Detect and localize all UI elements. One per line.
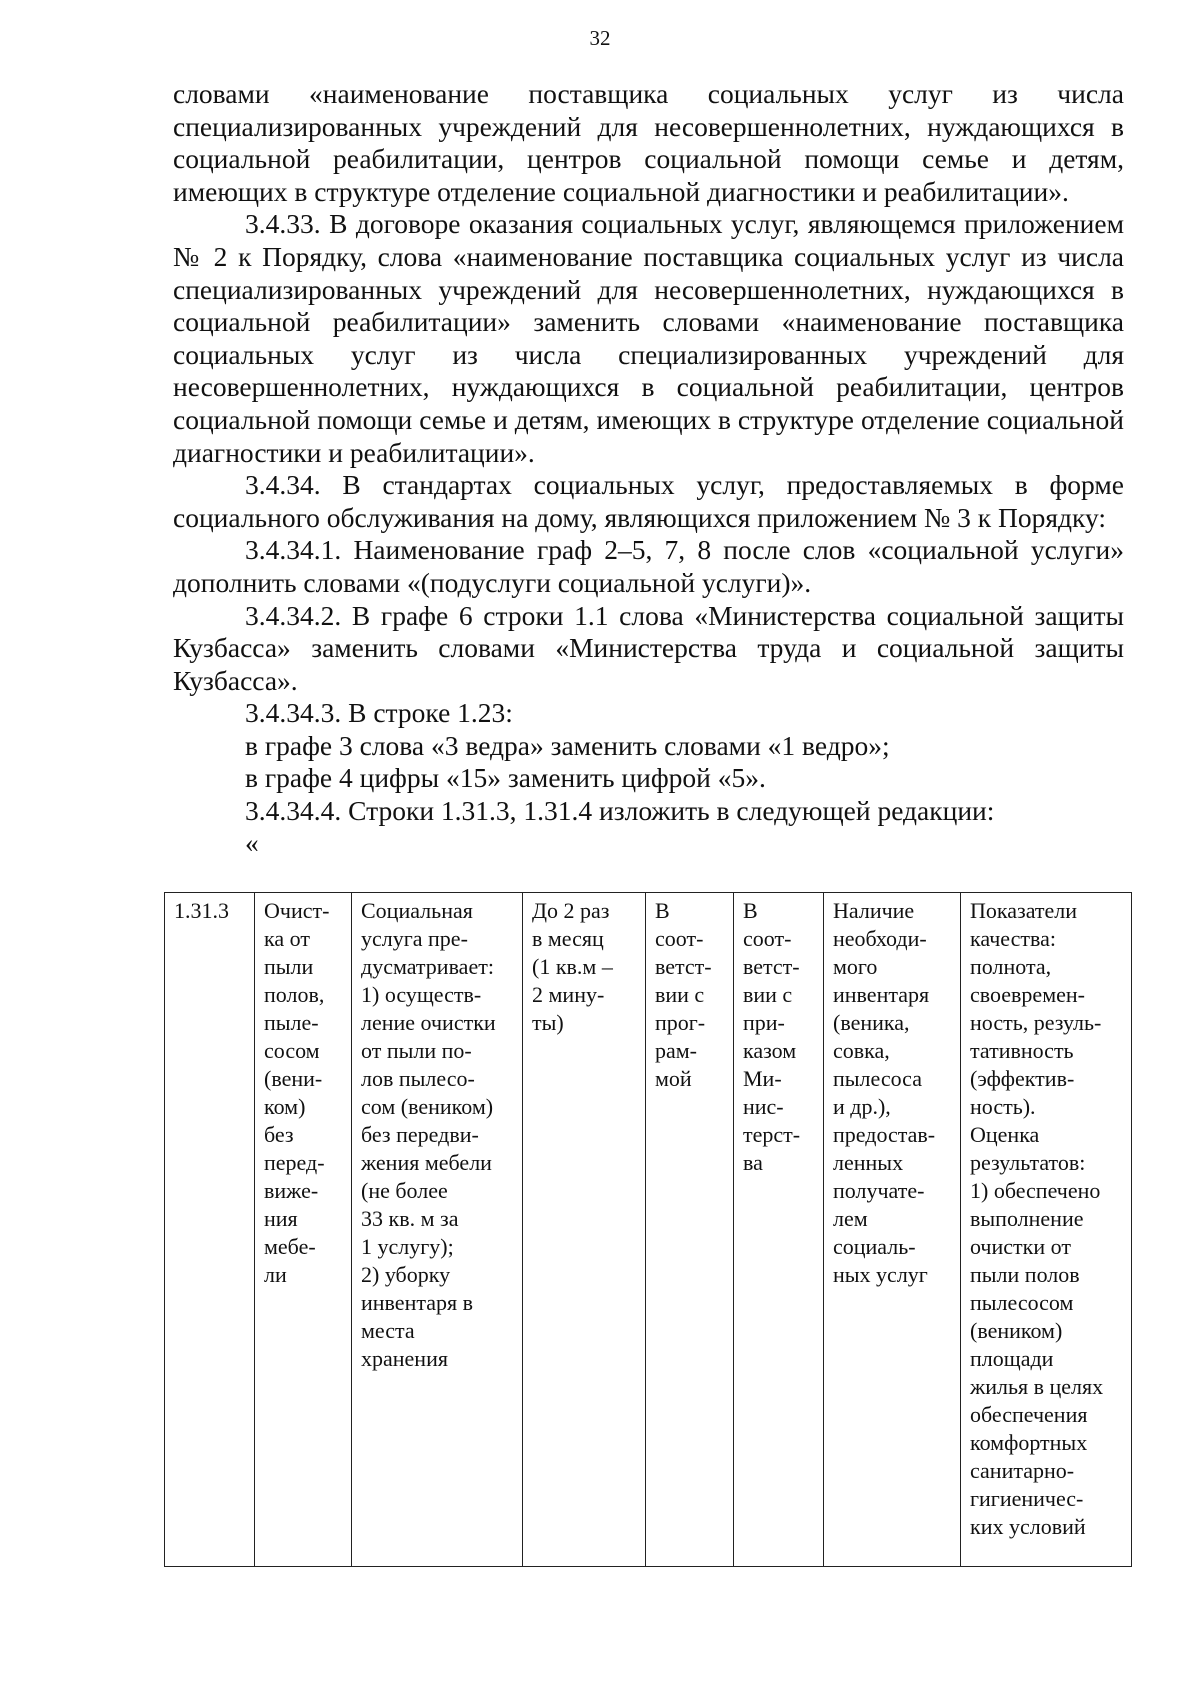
service-name-cell: Очист- ка от пыли полов, пыле- сосом (вени- ком) без перед- виже- ния мебе- ли (255, 893, 352, 1567)
document-body (173, 78, 1124, 858)
service-conditions-cell: Наличие необходи- мого инвентаря (веника, совка, пылесоса и др.), предостав- ленных получате- лем социаль- ных услуг (824, 893, 961, 1567)
service-term-cell: В соот- ветст- вии с прог- рам- мой (646, 893, 734, 1567)
table-row (165, 893, 1132, 1567)
paragraph-3-4-34: 3.4.34. В стандартах социальных услуг, предоставляемых в форме социального обслуживания на дому, являющихся приложением № 3 к Порядку: (173, 469, 1124, 533)
paragraph-continuation: словами «наименование поставщика социальных услуг из числа специализированных учреждений для несовершеннолетних, нуждающихся в социальной реабилитации, центров социальной помощи семье и детям, имеющих в структуре отделение социальной диагностики и реабилитации». (173, 78, 1124, 207)
paragraph-3-4-33: 3.4.33. В договоре оказания социальных услуг, являющемся приложением № 2 к Порядку, слова «наименование поставщика социальных услуг из числа специализированных учреждений для несовершеннолетних, нуждающихся в социальной реабилитации» заменить словами «наименование поставщика социальных услуг из числа специализированных учреждений для несовершеннолетних, нуждающихся в социальной реабилитации, центров социальной помощи семье и детям, имеющих в структуре отделение социальной диагностики и реабилитации». (173, 208, 1124, 468)
row-number-cell: 1.31.3 (165, 893, 255, 1567)
paragraph-3-4-34-1: 3.4.34.1. Наименование граф 2–5, 7, 8 после слов «социальной услуги» дополнить словами «(подуслуги социальной услуги)». (173, 534, 1124, 598)
quality-indicators-cell: Показатели качества: полнота, своевремен- ность, резуль- тативность (эффектив- ность). Оценка результатов: 1) обеспечено выполнение очистки от пыли полов пылесосом (веником) площади жилья в целях обеспечения комфортных санитарно- гигиеничес- ких условий (961, 893, 1132, 1567)
amendment-table (164, 892, 1132, 1567)
service-frequency-cell: До 2 раз в месяц (1 кв.м – 2 мину- ты) (523, 893, 646, 1567)
service-description-cell: Социальная услуга пре- дусматривает: 1) осуществ- ление очистки от пыли по- лов пылесо- сом (веником) без передви- жения мебели (не более 33 кв. м за 1 услугу); 2) уборку инвентаря в места хранения (352, 893, 523, 1567)
page-number: 32 (589, 26, 611, 50)
amendment-line-column-3: в графе 3 слова «3 ведра» заменить словами «1 ведро»; (245, 729, 890, 761)
paragraph-3-4-34-2: 3.4.34.2. В графе 6 строки 1.1 слова «Министерства социальной защиты Кузбасса» заменить словами «Министерства труда и социальной защиты Кузбасса». (173, 599, 1124, 696)
opening-quote-mark: « (245, 826, 259, 858)
paragraph-3-4-34-4: 3.4.34.4. Строки 1.31.3, 1.31.4 изложить в следующей редакции: (245, 795, 995, 827)
amendment-line-column-4: в графе 4 цифры «15» заменить цифрой «5». (245, 762, 766, 794)
service-tariff-cell: В соот- ветст- вии с при- казом Ми- нис- терст- ва (734, 893, 824, 1567)
paragraph-3-4-34-3: 3.4.34.3. В строке 1.23: (245, 697, 513, 729)
